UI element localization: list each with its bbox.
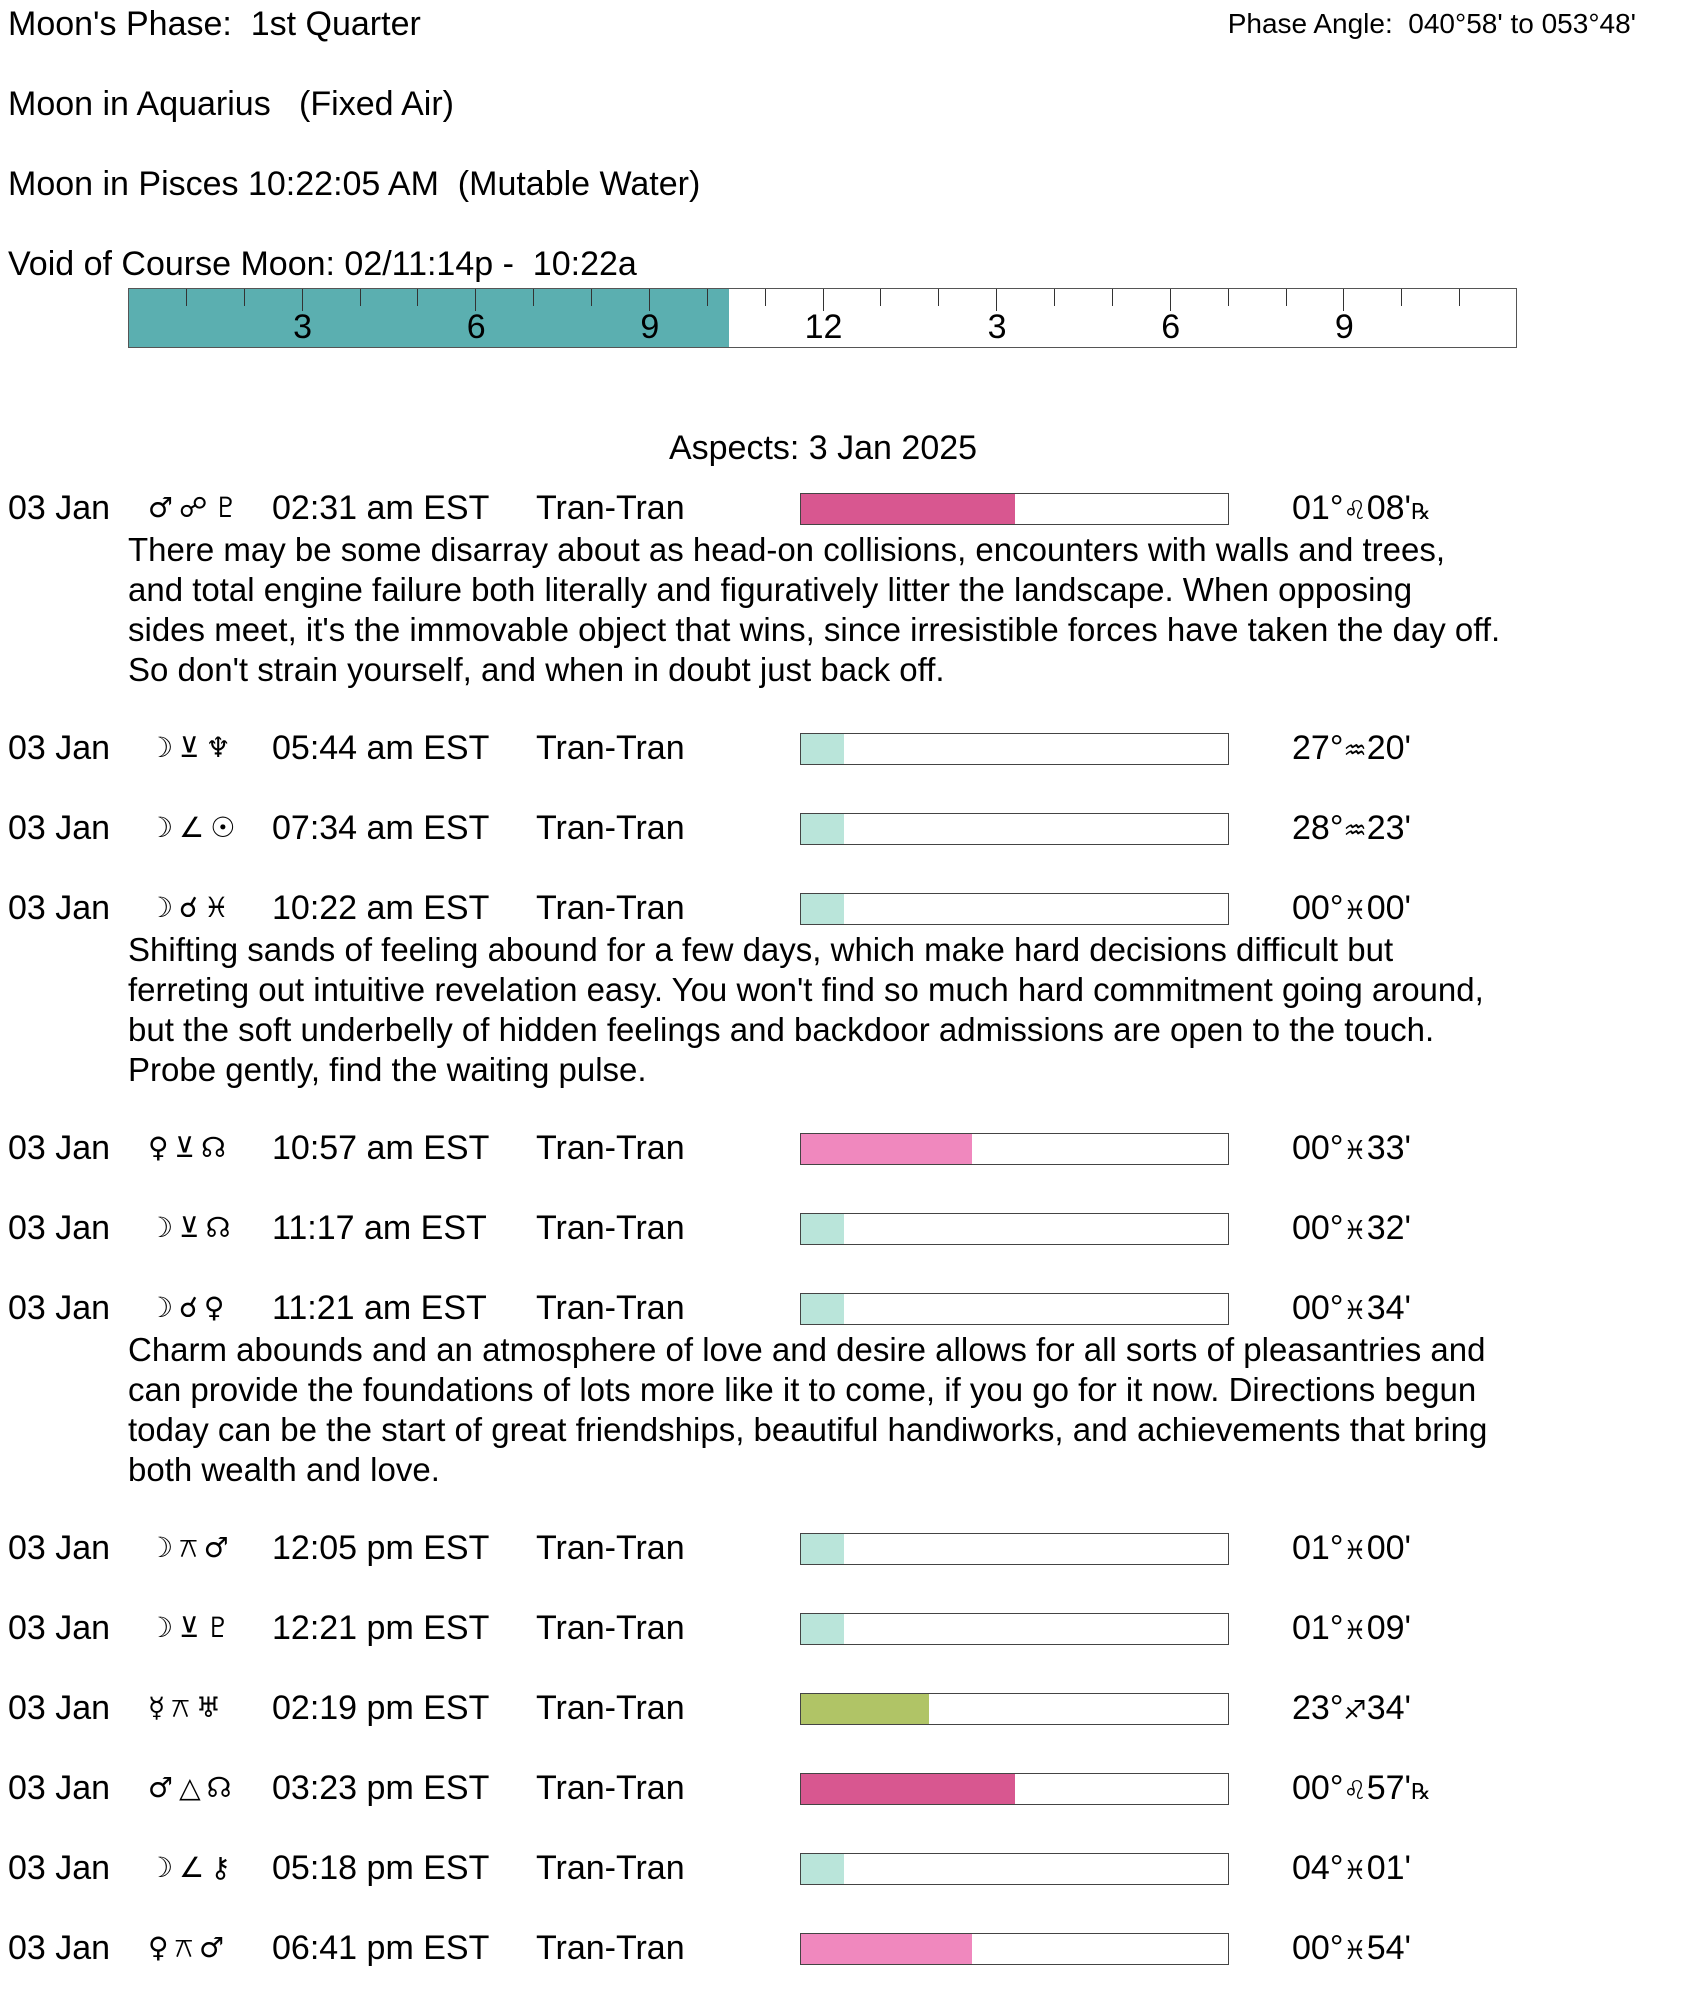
aspect-strength-bar	[800, 1693, 1229, 1725]
zodiac-sign-icon: ♓	[1343, 896, 1367, 926]
aspect-time: 11:21 am EST	[272, 1289, 487, 1327]
aspect-strength-bar	[800, 1853, 1229, 1885]
aspect-position	[1292, 1128, 1411, 1173]
aspect-row	[0, 1128, 1686, 1168]
zodiac-sign-icon: ♓	[1343, 1936, 1367, 1966]
aspect-position	[1292, 1528, 1411, 1573]
position-minutes: 20'	[1366, 729, 1412, 767]
aspect-kind: Tran-Tran	[536, 1929, 685, 1967]
aspect-description	[128, 930, 1673, 1090]
aspect-date: 03 Jan	[8, 1289, 111, 1327]
description-line: can provide the foundations of lots more like it to come, if you go for it now. Directions begun	[128, 1371, 1477, 1408]
description-line: So don't strain yourself, and when in doubt just back off.	[128, 651, 945, 688]
position-degrees: 01°	[1292, 489, 1344, 527]
retrograde-icon: ℞	[1411, 1780, 1431, 1805]
aspect-glyphs-icon: ☽∠⚷	[148, 1851, 237, 1884]
aspect-date: 03 Jan	[8, 1209, 111, 1247]
aspect-position	[1292, 1768, 1431, 1813]
aspect-row	[0, 888, 1686, 928]
zodiac-sign-icon: ♓	[1343, 1216, 1367, 1246]
position-minutes: 32'	[1366, 1209, 1412, 1247]
aspect-strength-fill	[801, 1694, 929, 1724]
position-minutes: 54'	[1366, 1929, 1412, 1967]
aspect-strength-bar	[800, 1773, 1229, 1805]
timeline-hour-label: 9	[1334, 308, 1354, 346]
aspect-glyphs-icon: ☽☌♓	[148, 891, 236, 924]
zodiac-sign-icon: ♌	[1343, 496, 1367, 526]
aspect-strength-fill	[801, 1774, 1015, 1804]
aspect-position	[1292, 488, 1431, 533]
aspect-strength-fill	[801, 1934, 972, 1964]
timeline-tick	[533, 289, 534, 306]
aspect-date: 03 Jan	[8, 1849, 111, 1887]
aspect-strength-fill	[801, 1854, 844, 1884]
description-line: ferreting out intuitive revelation easy. You won't find so much hard commitment going around,	[128, 971, 1484, 1008]
aspect-row	[0, 1528, 1686, 1568]
aspect-strength-fill	[801, 1534, 844, 1564]
timeline-hour-label: 6	[466, 308, 486, 346]
timeline-hour-label: 3	[293, 308, 313, 346]
retrograde-icon: ℞	[1411, 500, 1431, 525]
timeline-tick	[765, 289, 766, 306]
timeline-tick	[1054, 289, 1055, 306]
position-degrees: 00°	[1292, 1769, 1344, 1807]
position-minutes: 00'	[1366, 889, 1412, 927]
zodiac-sign-icon: ♓	[1343, 1296, 1367, 1326]
aspect-date: 03 Jan	[8, 1529, 111, 1567]
aspect-glyphs-icon: ☿⚻♅	[148, 1691, 227, 1724]
aspect-glyphs-icon: ☽⊻♇	[148, 1611, 237, 1644]
aspect-description	[128, 530, 1673, 690]
aspect-strength-fill	[801, 1214, 844, 1244]
aspect-glyphs-icon: ♂☍♇	[148, 491, 245, 524]
timeline-hour-label: 3	[987, 308, 1007, 346]
timeline-tick	[880, 289, 881, 306]
void-of-course-timeline	[128, 288, 1517, 348]
aspect-date: 03 Jan	[8, 1129, 111, 1167]
aspect-row	[0, 808, 1686, 848]
position-degrees: 01°	[1292, 1609, 1344, 1647]
aspect-time: 10:22 am EST	[272, 889, 490, 927]
position-minutes: 34'	[1366, 1689, 1412, 1727]
aspect-kind: Tran-Tran	[536, 489, 685, 527]
aspects-title: Aspects: 3 Jan 2025	[668, 429, 978, 467]
aspect-strength-bar	[800, 733, 1229, 765]
position-degrees: 00°	[1292, 1209, 1344, 1247]
aspect-strength-fill	[801, 1294, 844, 1324]
position-degrees: 04°	[1292, 1849, 1344, 1887]
aspect-kind: Tran-Tran	[536, 1609, 685, 1647]
zodiac-sign-icon: ♒	[1343, 736, 1367, 766]
aspect-time: 06:41 pm EST	[272, 1929, 490, 1967]
position-degrees: 01°	[1292, 1529, 1344, 1567]
timeline-tick	[1228, 289, 1229, 306]
description-line: today can be the start of great friendships, beautiful handiworks, and achievements that bring	[128, 1411, 1488, 1448]
aspect-kind: Tran-Tran	[536, 1689, 685, 1727]
description-line: Shifting sands of feeling abound for a few days, which make hard decisions difficult but	[128, 931, 1394, 968]
aspect-kind: Tran-Tran	[536, 729, 685, 767]
aspect-date: 03 Jan	[8, 489, 111, 527]
aspect-glyphs-icon: ☽⊻☊	[148, 1211, 237, 1244]
aspect-strength-bar	[800, 813, 1229, 845]
aspect-row	[0, 1928, 1686, 1968]
aspect-glyphs-icon: ☽☌♀	[148, 1291, 231, 1324]
aspect-date: 03 Jan	[8, 729, 111, 767]
aspect-time: 02:19 pm EST	[272, 1689, 490, 1727]
aspect-position	[1292, 808, 1411, 853]
void-of-course: Void of Course Moon: 02/11:14p - 10:22a	[8, 245, 637, 283]
aspect-date: 03 Jan	[8, 809, 111, 847]
position-minutes: 57'	[1366, 1769, 1412, 1807]
timeline-tick	[360, 289, 361, 306]
aspect-date: 03 Jan	[8, 1769, 111, 1807]
aspect-strength-fill	[801, 1134, 972, 1164]
aspect-time: 03:23 pm EST	[272, 1769, 490, 1807]
aspect-kind: Tran-Tran	[536, 1849, 685, 1887]
aspect-position	[1292, 1208, 1411, 1253]
timeline-tick	[1112, 289, 1113, 306]
aspect-strength-fill	[801, 734, 844, 764]
aspect-strength-fill	[801, 814, 844, 844]
aspect-strength-bar	[800, 1133, 1229, 1165]
description-line: both wealth and love.	[128, 1451, 440, 1488]
timeline-tick	[186, 289, 187, 306]
zodiac-sign-icon: ♓	[1343, 1136, 1367, 1166]
timeline-tick	[938, 289, 939, 306]
aspect-strength-fill	[801, 494, 1015, 524]
position-minutes: 01'	[1366, 1849, 1412, 1887]
aspect-date: 03 Jan	[8, 1609, 111, 1647]
timeline-tick	[417, 289, 418, 306]
aspect-position	[1292, 1928, 1411, 1973]
zodiac-sign-icon: ♓	[1343, 1616, 1367, 1646]
timeline-hour-label: 12	[804, 308, 843, 346]
aspect-kind: Tran-Tran	[536, 1769, 685, 1807]
aspect-position	[1292, 1688, 1411, 1733]
aspect-time: 10:57 am EST	[272, 1129, 490, 1167]
aspect-position	[1292, 1608, 1411, 1653]
timeline-tick	[591, 289, 592, 306]
aspect-row	[0, 1208, 1686, 1248]
position-minutes: 08'	[1366, 489, 1412, 527]
aspect-kind: Tran-Tran	[536, 1129, 685, 1167]
description-line: Charm abounds and an atmosphere of love and desire allows for all sorts of pleasantries and	[128, 1331, 1486, 1368]
aspect-time: 05:44 am EST	[272, 729, 490, 767]
timeline-hour-label: 6	[1161, 308, 1181, 346]
position-degrees: 00°	[1292, 1129, 1344, 1167]
aspect-kind: Tran-Tran	[536, 1209, 685, 1247]
aspect-time: 12:21 pm EST	[272, 1609, 490, 1647]
aspect-glyphs-icon: ☽∠☉	[148, 811, 242, 844]
aspect-strength-bar	[800, 493, 1229, 525]
aspect-time: 11:17 am EST	[272, 1209, 487, 1247]
zodiac-sign-icon: ♐	[1343, 1696, 1367, 1726]
description-line: but the soft underbelly of hidden feelings and backdoor admissions are open to the touch.	[128, 1011, 1435, 1048]
aspect-glyphs-icon: ☽⊻♆	[148, 731, 237, 764]
position-degrees: 00°	[1292, 889, 1344, 927]
aspect-row	[0, 1288, 1686, 1328]
aspect-row	[0, 1768, 1686, 1808]
position-minutes: 23'	[1366, 809, 1412, 847]
position-degrees: 23°	[1292, 1689, 1344, 1727]
aspect-strength-bar	[800, 1213, 1229, 1245]
aspect-glyphs-icon: ♂△☊	[148, 1771, 238, 1804]
phase-angle: Phase Angle: 040°58' to 053°48'	[1227, 8, 1636, 39]
aspect-row	[0, 1608, 1686, 1648]
position-degrees: 27°	[1292, 729, 1344, 767]
aspect-strength-bar	[800, 1533, 1229, 1565]
zodiac-sign-icon: ♒	[1343, 816, 1367, 846]
void-of-course-fill	[129, 289, 729, 347]
aspect-position	[1292, 1288, 1411, 1333]
aspect-row	[0, 728, 1686, 768]
zodiac-sign-icon: ♓	[1343, 1536, 1367, 1566]
aspect-kind: Tran-Tran	[536, 889, 685, 927]
timeline-tick	[1401, 289, 1402, 306]
aspect-time: 02:31 am EST	[272, 489, 490, 527]
description-line: There may be some disarray about as head-on collisions, encounters with walls and trees,	[128, 531, 1446, 568]
aspect-date: 03 Jan	[8, 889, 111, 927]
aspect-kind: Tran-Tran	[536, 809, 685, 847]
aspect-row	[0, 1848, 1686, 1888]
description-line: Probe gently, find the waiting pulse.	[128, 1051, 647, 1088]
timeline-tick	[1459, 289, 1460, 306]
aspect-date: 03 Jan	[8, 1689, 111, 1727]
moon-phase: Moon's Phase: 1st Quarter	[8, 5, 421, 43]
aspect-glyphs-icon: ☽⚻♂	[148, 1531, 235, 1564]
position-minutes: 09'	[1366, 1609, 1412, 1647]
aspect-row	[0, 488, 1686, 528]
aspect-row	[0, 1688, 1686, 1728]
aspect-kind: Tran-Tran	[536, 1289, 685, 1327]
aspect-time: 07:34 am EST	[272, 809, 490, 847]
aspect-strength-bar	[800, 1613, 1229, 1645]
aspect-strength-fill	[801, 1614, 844, 1644]
position-minutes: 00'	[1366, 1529, 1412, 1567]
aspect-kind: Tran-Tran	[536, 1529, 685, 1567]
description-line: sides meet, it's the immovable object that wins, since irresistible forces have taken the day off.	[128, 611, 1501, 648]
aspect-glyphs-icon: ♀⚻♂	[148, 1931, 231, 1964]
position-degrees: 00°	[1292, 1289, 1344, 1327]
aspect-position	[1292, 888, 1411, 933]
aspect-position	[1292, 1848, 1411, 1893]
zodiac-sign-icon: ♌	[1343, 1776, 1367, 1806]
timeline-tick	[244, 289, 245, 306]
aspect-position	[1292, 728, 1411, 773]
aspect-strength-bar	[800, 1933, 1229, 1965]
position-degrees: 28°	[1292, 809, 1344, 847]
timeline-hour-label: 9	[640, 308, 660, 346]
position-minutes: 33'	[1366, 1129, 1412, 1167]
timeline-tick	[707, 289, 708, 306]
aspect-time: 05:18 pm EST	[272, 1849, 490, 1887]
position-degrees: 00°	[1292, 1929, 1344, 1967]
timeline-tick	[1286, 289, 1287, 306]
aspect-strength-fill	[801, 894, 844, 924]
aspect-description	[128, 1330, 1673, 1490]
moon-sign: Moon in Aquarius (Fixed Air)	[8, 85, 454, 123]
aspect-date: 03 Jan	[8, 1929, 111, 1967]
zodiac-sign-icon: ♓	[1343, 1856, 1367, 1886]
description-line: and total engine failure both literally and figuratively litter the landscape. When opposing	[128, 571, 1413, 608]
moon-ingress: Moon in Pisces 10:22:05 AM (Mutable Water)	[8, 165, 701, 203]
position-minutes: 34'	[1366, 1289, 1412, 1327]
aspect-time: 12:05 pm EST	[272, 1529, 490, 1567]
aspect-strength-bar	[800, 893, 1229, 925]
aspect-strength-bar	[800, 1293, 1229, 1325]
aspect-glyphs-icon: ♀⊻☊	[148, 1131, 232, 1164]
